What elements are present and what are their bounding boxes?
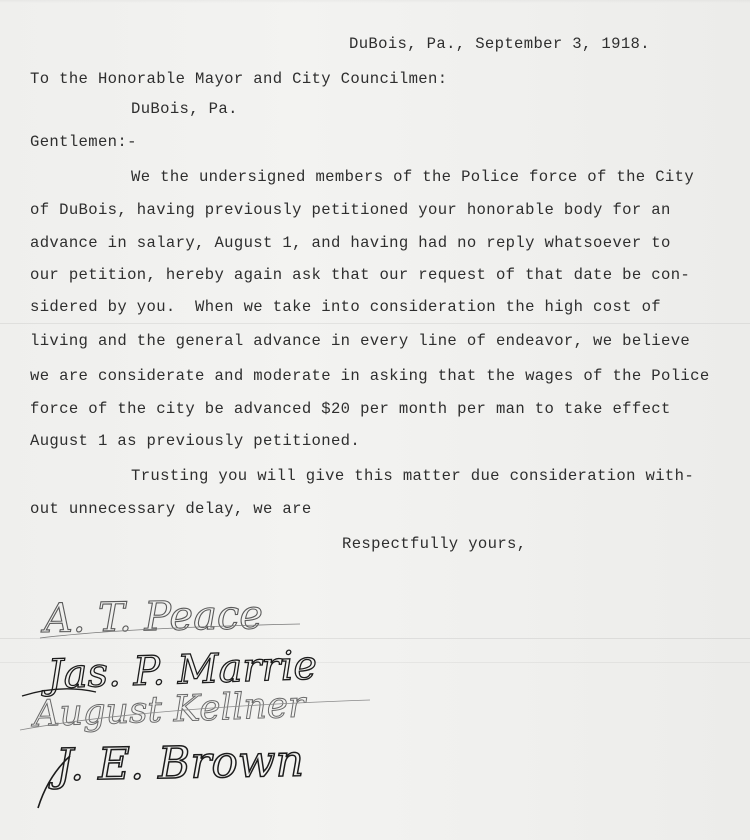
signature-2: Jas. P. Marrie	[46, 642, 318, 698]
closing-paragraph-line: Trusting you will give this matter due consideration with-	[131, 467, 695, 485]
body-line: We the undersigned members of the Police force of the City	[131, 168, 695, 186]
salutation: Gentlemen:-	[30, 133, 137, 151]
body-line: living and the general advance in every line of endeavor, we believe	[30, 332, 691, 350]
body-line: sidered by you. When we take into consideration the high cost of	[30, 298, 662, 316]
handwritten-signatures	[0, 580, 380, 820]
body-line: advance in salary, August 1, and having had no reply whatsoever to	[30, 234, 671, 252]
complimentary-close: Respectfully yours,	[342, 535, 527, 553]
body-line: we are considerate and moderate in asking that the wages of the Police	[30, 367, 710, 385]
body-line: August 1 as previously petitioned.	[30, 432, 361, 450]
signature-4: J. E. Brown	[55, 735, 305, 791]
addressee: To the Honorable Mayor and City Councilmen:	[30, 70, 448, 88]
body-line: force of the city be advanced $20 per month per man to take effect	[30, 400, 671, 418]
addressee-city: DuBois, Pa.	[131, 100, 238, 118]
body-line: of DuBois, having previously petitioned your honorable body for an	[30, 201, 671, 219]
signature-1: A. T. Peace	[43, 592, 264, 642]
paper-fold-line	[0, 323, 750, 324]
dateline: DuBois, Pa., September 3, 1918.	[349, 35, 650, 53]
signature-block	[0, 580, 380, 820]
signature-3: August Kellner	[32, 684, 306, 735]
closing-paragraph-line: out unnecessary delay, we are	[30, 500, 312, 518]
body-line: our petition, hereby again ask that our request of that date be con-	[30, 266, 691, 284]
